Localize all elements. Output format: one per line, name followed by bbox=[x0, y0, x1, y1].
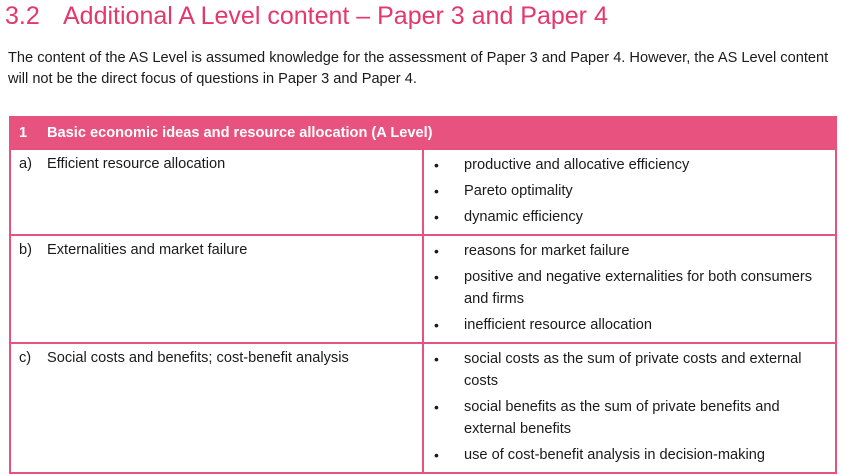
bullet-icon: • bbox=[434, 183, 439, 199]
topic-letter: b) bbox=[19, 242, 32, 258]
section-heading-number: 3.2 bbox=[5, 2, 40, 30]
list-item bbox=[432, 266, 827, 310]
bullet-icon: • bbox=[434, 269, 439, 285]
syllabus-table bbox=[9, 116, 837, 474]
point-text: use of cost-benefit analysis in decision-making bbox=[464, 447, 765, 463]
table-row bbox=[10, 149, 836, 235]
points-list bbox=[432, 154, 827, 228]
topic-label: Efficient resource allocation bbox=[47, 156, 226, 172]
point-text: productive and allocative efficiency bbox=[464, 157, 690, 173]
table-section-number: 1 bbox=[19, 125, 28, 141]
bullet-icon: • bbox=[434, 351, 439, 367]
topic-cell bbox=[10, 235, 423, 343]
bullet-icon: • bbox=[434, 209, 439, 225]
topic-label: Social costs and benefits; cost-benefit analysis bbox=[47, 350, 349, 366]
list-item bbox=[432, 444, 827, 466]
section-heading bbox=[5, 2, 608, 31]
point-text: social benefits as the sum of private benefits and external benefits bbox=[464, 399, 780, 437]
list-item bbox=[432, 348, 827, 392]
points-list bbox=[432, 348, 827, 466]
list-item bbox=[432, 314, 827, 336]
point-text: dynamic efficiency bbox=[464, 209, 583, 225]
point-text: social costs as the sum of private costs and external costs bbox=[464, 351, 802, 389]
bullet-icon: • bbox=[434, 447, 439, 463]
list-item bbox=[432, 396, 827, 440]
list-item bbox=[432, 180, 827, 202]
table-header-cell bbox=[10, 117, 836, 149]
topic-letter: c) bbox=[19, 350, 32, 366]
topic-cell bbox=[10, 343, 423, 473]
points-cell bbox=[423, 149, 836, 235]
points-cell bbox=[423, 343, 836, 473]
bullet-icon: • bbox=[434, 243, 439, 259]
topic-label: Externalities and market failure bbox=[47, 242, 248, 258]
point-text: inefficient resource allocation bbox=[464, 317, 652, 333]
point-text: positive and negative externalities for both consumers and firms bbox=[464, 269, 813, 307]
bullet-icon: • bbox=[434, 399, 439, 415]
points-list bbox=[432, 240, 827, 336]
table-header-row bbox=[10, 117, 836, 149]
table-row bbox=[10, 343, 836, 473]
table-row bbox=[10, 235, 836, 343]
topic-letter: a) bbox=[19, 156, 32, 172]
bullet-icon: • bbox=[434, 157, 439, 173]
list-item bbox=[432, 206, 827, 228]
intro-paragraph: The content of the AS Level is assumed knowledge for the assessment of Paper 3 and Paper 4. However, the AS Level content will not be the direct focus of questions in Paper 3 and Paper 4. bbox=[8, 50, 829, 87]
topic-cell bbox=[10, 149, 423, 235]
point-text: reasons for market failure bbox=[464, 243, 630, 259]
section-heading-title: Additional A Level content – Paper 3 and Paper 4 bbox=[63, 2, 608, 30]
points-cell bbox=[423, 235, 836, 343]
table-section-title: Basic economic ideas and resource allocation (A Level) bbox=[47, 125, 433, 141]
list-item bbox=[432, 240, 827, 262]
list-item bbox=[432, 154, 827, 176]
bullet-icon: • bbox=[434, 317, 439, 333]
point-text: Pareto optimality bbox=[464, 183, 573, 199]
